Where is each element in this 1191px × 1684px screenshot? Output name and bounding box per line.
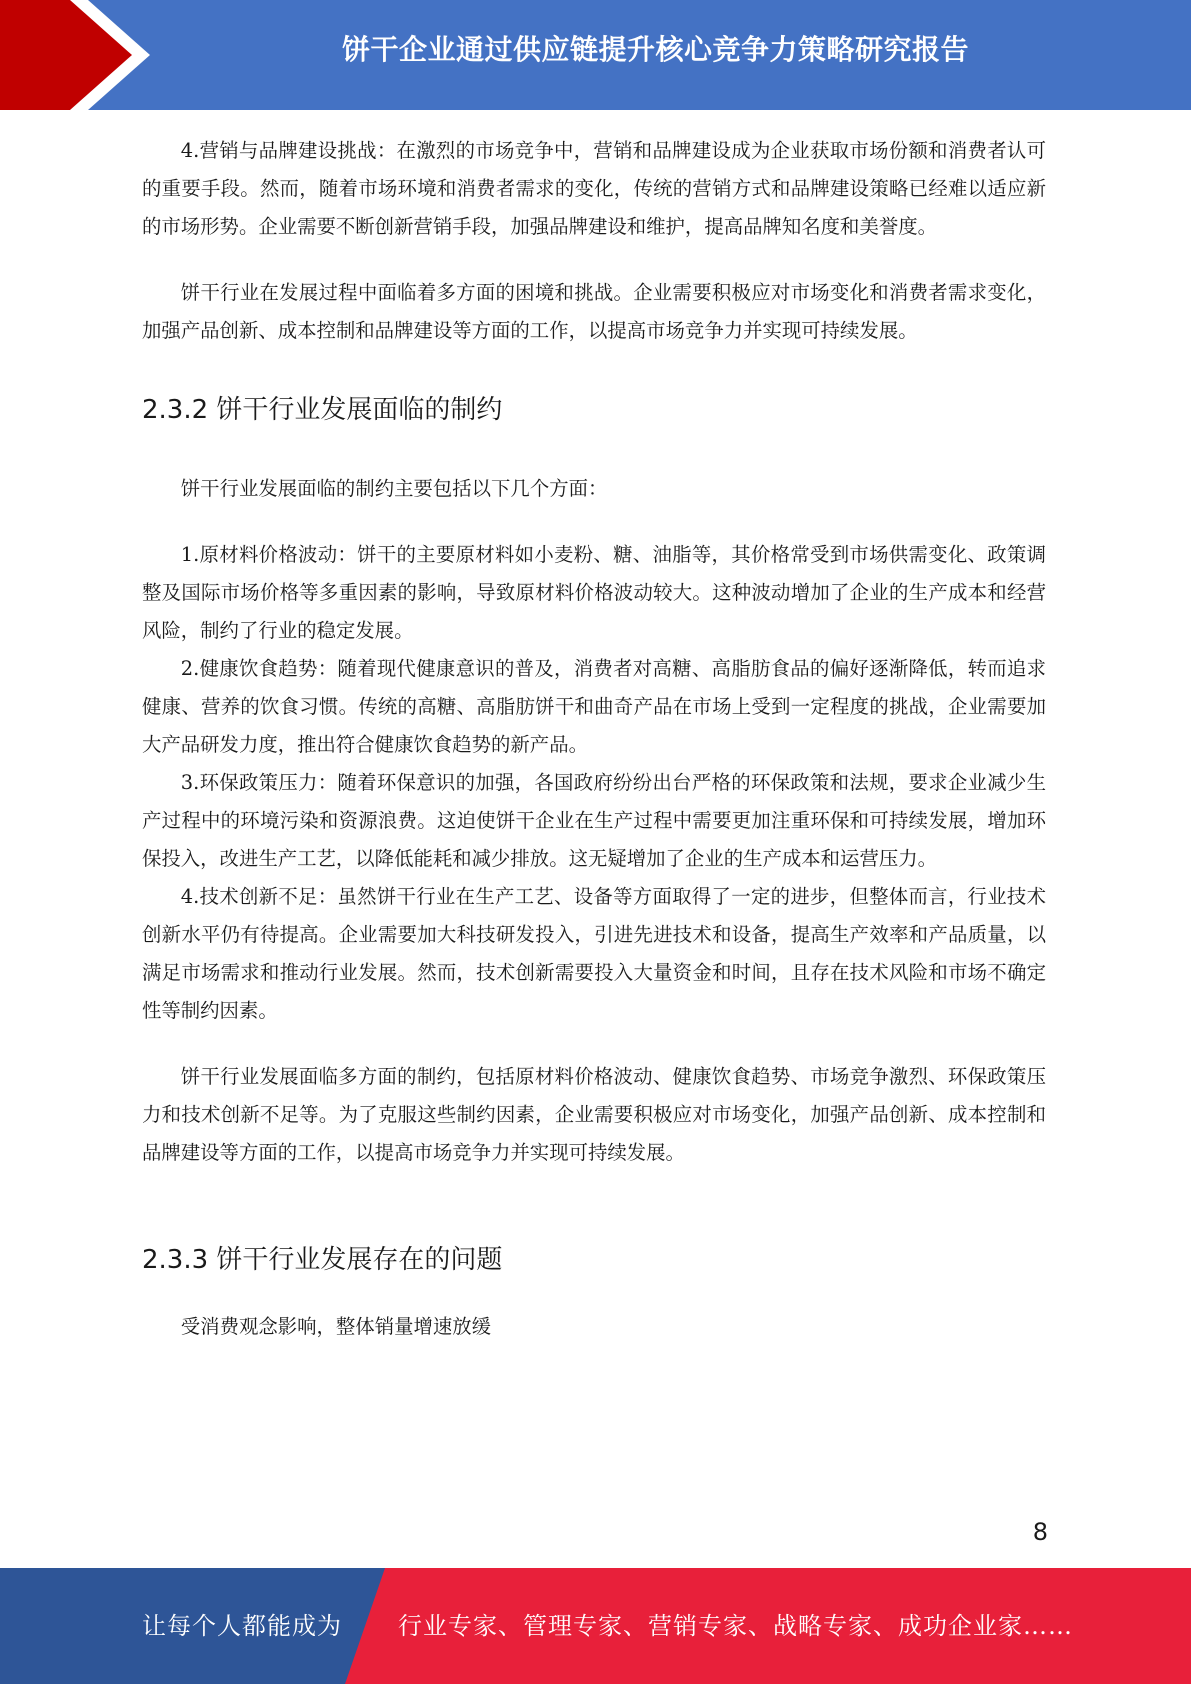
header-title: 饼干企业通过供应链提升核心竞争力策略研究报告 bbox=[341, 33, 969, 66]
paragraph-challenges-summary: 饼干行业在发展过程中面临着多方面的困境和挑战。企业需要积极应对市场变化和消费者需求变化，加强产品创新、成本控制和品牌建设等方面的工作，以提高市场竞争力并实现可持续发展。 bbox=[142, 281, 1046, 342]
page-header bbox=[0, 0, 1191, 110]
page-footer bbox=[0, 1568, 1191, 1684]
header-chevron-decoration bbox=[0, 0, 160, 110]
page-number: 8 bbox=[1032, 1518, 1048, 1546]
section-heading-2-3-2: 2.3.2 饼干行业发展面临的制约 bbox=[142, 395, 503, 425]
footer-slogan-right: 行业专家、管理专家、营销专家、战略专家、成功企业家…… bbox=[398, 1612, 1073, 1640]
paragraph-raw-material-prices: 1.原材料价格波动：饼干的主要原材料如小麦粉、糖、油脂等，其价格常受到市场供需变化、政策调整及国际市场价格等多重因素的影响，导致原材料价格波动较大。这种波动增加了企业的生产成本和经营风险，制约了行业的稳定发展。 bbox=[142, 543, 1046, 642]
paragraph-tech-innovation: 4.技术创新不足：虽然饼干行业在生产工艺、设备等方面取得了一定的进步，但整体而言，行业技术创新水平仍有待提高。企业需要加大科技研发投入，引进先进技术和设备，提高生产效率和产品质量，以满足市场需求和推动行业发展。然而，技术创新需要投入大量资金和时间，且存在技术风险和市场不确定性等制约因素。 bbox=[142, 885, 1046, 1022]
paragraph-marketing-challenge: 4.营销与品牌建设挑战：在激烈的市场竞争中，营销和品牌建设成为企业获取市场份额和消费者认可的重要手段。然而，随着市场环境和消费者需求的变化，传统的营销方式和品牌建设策略已经难以适应新的市场形势。企业需要不断创新营销手段，加强品牌建设和维护，提高品牌知名度和美誉度。 bbox=[142, 139, 1046, 238]
paragraph-constraints-intro: 饼干行业发展面临的制约主要包括以下几个方面： bbox=[180, 477, 608, 500]
paragraph-constraints-summary: 饼干行业发展面临多方面的制约，包括原材料价格波动、健康饮食趋势、市场竞争激烈、环保政策压力和技术创新不足等。为了克服这些制约因素，企业需要积极应对市场变化，加强产品创新、成本控制和品牌建设等方面的工作，以提高市场竞争力并实现可持续发展。 bbox=[142, 1065, 1046, 1164]
paragraph-sales-slowdown: 受消费观念影响，整体销量增速放缓 bbox=[180, 1315, 492, 1338]
footer-slogan-left: 让每个人都能成为 bbox=[142, 1612, 342, 1640]
main-content bbox=[142, 132, 1046, 1346]
paragraph-healthy-diet-trend: 2.健康饮食趋势：随着现代健康意识的普及，消费者对高糖、高脂肪食品的偏好逐渐降低，转而追求健康、营养的饮食习惯。传统的高糖、高脂肪饼干和曲奇产品在市场上受到一定程度的挑战，企业需要加大产品研发力度，推出符合健康饮食趋势的新产品。 bbox=[142, 657, 1046, 756]
paragraph-environmental-policy: 3.环保政策压力：随着环保意识的加强，各国政府纷纷出台严格的环保政策和法规，要求企业减少生产过程中的环境污染和资源浪费。这迫使饼干企业在生产过程中需要更加注重环保和可持续发展，增加环保投入，改进生产工艺，以降低能耗和减少排放。这无疑增加了企业的生产成本和运营压力。 bbox=[142, 771, 1046, 870]
section-heading-2-3-3: 2.3.3 饼干行业发展存在的问题 bbox=[142, 1245, 503, 1275]
